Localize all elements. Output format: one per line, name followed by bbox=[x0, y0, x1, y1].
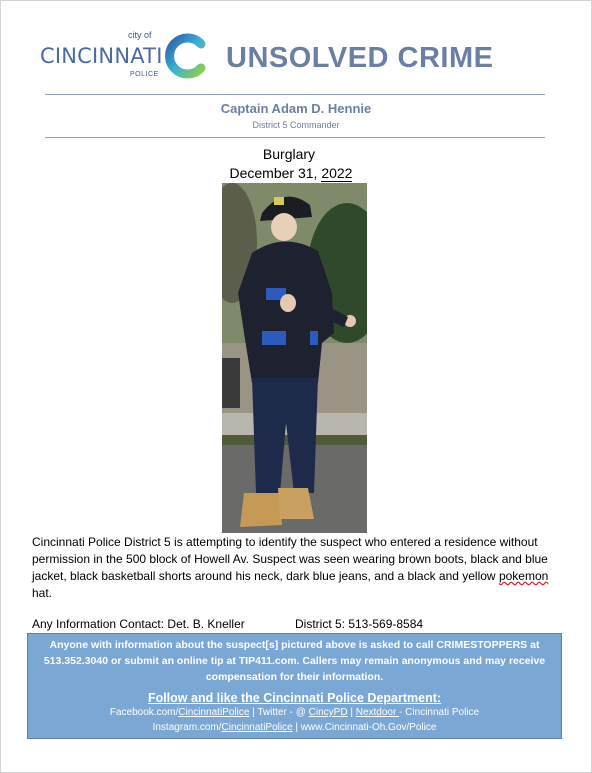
captain-name: Captain Adam D. Hennie bbox=[220, 101, 372, 116]
facebook-link[interactable]: CincinnatiPolice bbox=[178, 707, 250, 718]
nextdoor-suffix: - Cincinnati Police bbox=[399, 707, 480, 718]
logo-city-of: city of bbox=[128, 30, 152, 40]
nextdoor-link[interactable]: Nextdoor bbox=[355, 707, 400, 718]
description-text: Cincinnati Police District 5 is attempting to identify the suspect who entered a residence without permission in the 500 block of Howell Av. Suspect was seen wearing brown boots, black and blue jacket, black basketball shorts around his neck, dark blue jeans, and a black and yellow bbox=[32, 535, 548, 583]
description-misspelled-word: pokemon bbox=[498, 569, 549, 583]
social-links-line-1 bbox=[28, 705, 561, 720]
description-text-end: hat. bbox=[32, 586, 53, 600]
twitter-link[interactable]: CincyPD bbox=[308, 707, 348, 718]
header-rule-bottom bbox=[45, 137, 545, 138]
twitter-label: | Twitter - @ bbox=[249, 707, 309, 718]
crimestoppers-notice: Anyone with information about the suspect[s] pictured above is asked to call CRIMESTOPPERS at 513.352.3040 or submit an online tip at TIP411.com. Callers may remain anonymous and may receive compensation for their information. bbox=[43, 639, 546, 683]
incident-description bbox=[32, 534, 562, 602]
follow-heading: Follow and like the Cincinnati Police Department: bbox=[147, 691, 442, 705]
crimestoppers-info-box bbox=[27, 633, 562, 739]
instagram-prefix: Instagram.com/ bbox=[152, 722, 222, 733]
commander-title: District 5 Commander bbox=[252, 120, 340, 130]
link-separator: | bbox=[347, 707, 356, 718]
logo-c-swirl-icon bbox=[161, 32, 209, 80]
suspect-photo bbox=[222, 183, 367, 533]
header-rule-top bbox=[45, 94, 545, 95]
crime-date-year: 2022 bbox=[321, 165, 353, 181]
instagram-link[interactable]: CincinnatiPolice bbox=[221, 722, 293, 733]
logo-wordmark: CINCINNATI bbox=[40, 44, 163, 68]
website-link[interactable]: | www.Cincinnati-Oh.Gov/Police bbox=[292, 722, 437, 733]
cincinnati-police-logo bbox=[40, 30, 210, 85]
social-links-line-2 bbox=[28, 720, 561, 735]
facebook-prefix: Facebook.com/ bbox=[109, 707, 179, 718]
crime-type: Burglary bbox=[262, 146, 316, 162]
contact-detective: Any Information Contact: Det. B. Kneller bbox=[32, 617, 245, 631]
contact-phone: District 5: 513-569-8584 bbox=[295, 617, 424, 631]
logo-police: POLICE bbox=[130, 71, 159, 78]
page-title: UNSOLVED CRIME bbox=[226, 42, 494, 74]
crime-date-prefix: December 31, bbox=[229, 165, 322, 181]
crime-date bbox=[0, 165, 582, 181]
